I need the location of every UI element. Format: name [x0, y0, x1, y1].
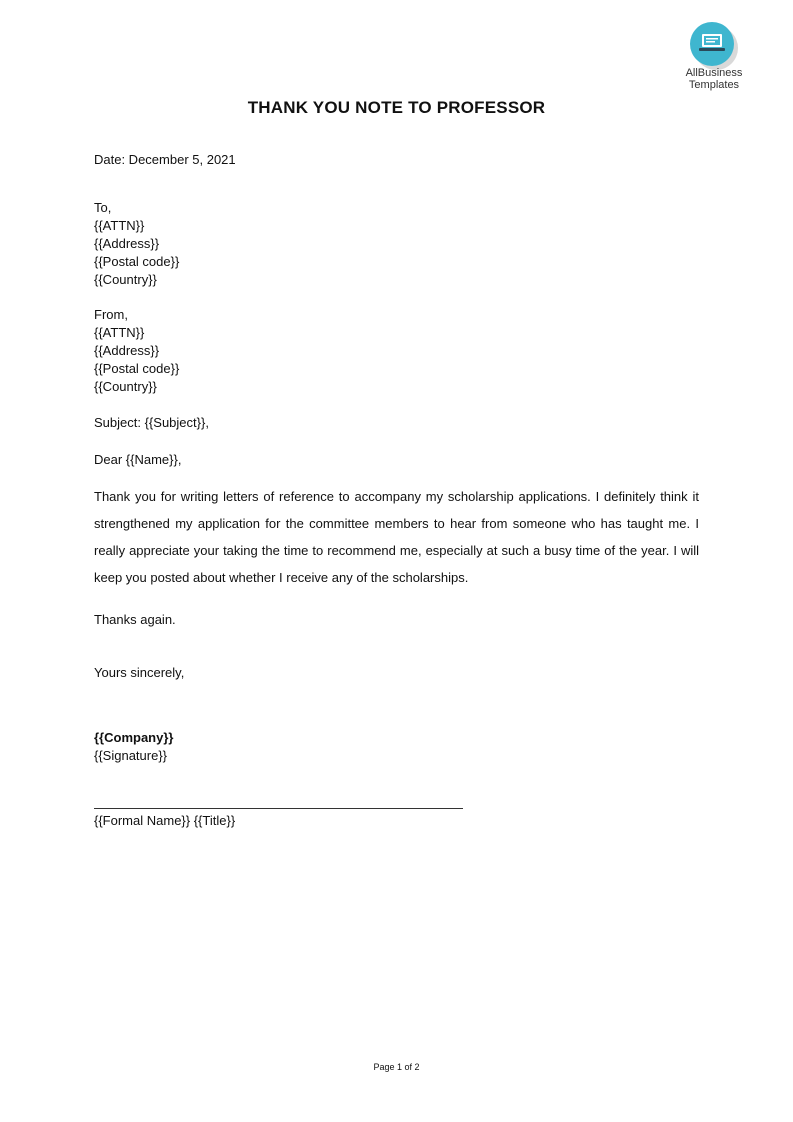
signature-line — [94, 808, 463, 809]
date-line: Date: December 5, 2021 — [94, 152, 236, 167]
from-country: {{Country}} — [94, 379, 157, 394]
thanks-line: Thanks again. — [94, 612, 176, 627]
to-label: To, — [94, 200, 112, 215]
logo-circle — [690, 22, 734, 66]
sender-block — [94, 306, 179, 396]
subject-line: Subject: {{Subject}}, — [94, 415, 209, 430]
signature-placeholder: {{Signature}} — [94, 748, 168, 763]
logo-line-2: Templates — [688, 79, 740, 91]
salutation: Dear {{Name}}, — [94, 452, 182, 467]
from-address: {{Address}} — [94, 343, 160, 358]
body-paragraph: Thank you for writing letters of reference to accompany my scholarship applications. I definitely think it strengthened my application for the committee members to hear from someone who has taught me. I really appreciate your taking the time to recommend me, especially at such a busy time of the year. I will keep you posted about whether I receive any of the scholarships. — [94, 489, 699, 585]
from-postal-code: {{Postal code}} — [94, 361, 180, 376]
from-attn: {{ATTN}} — [94, 325, 145, 340]
logo-text — [680, 67, 748, 91]
document-title: THANK YOU NOTE TO PROFESSOR — [247, 98, 546, 117]
logo-line-1: AllBusiness — [685, 67, 743, 79]
page-number: Page 1 of 2 — [373, 1062, 420, 1072]
signature-block — [94, 729, 173, 765]
recipient-block — [94, 199, 179, 289]
allbusiness-logo — [680, 22, 748, 94]
to-country: {{Country}} — [94, 272, 157, 287]
from-label: From, — [94, 307, 128, 322]
formal-name-title: {{Formal Name}} {{Title}} — [94, 813, 236, 828]
to-attn: {{ATTN}} — [94, 218, 145, 233]
to-postal-code: {{Postal code}} — [94, 254, 180, 269]
company-name: {{Company}} — [94, 730, 174, 745]
laptop-icon — [699, 33, 725, 53]
to-address: {{Address}} — [94, 236, 160, 251]
closing-line: Yours sincerely, — [94, 665, 185, 680]
